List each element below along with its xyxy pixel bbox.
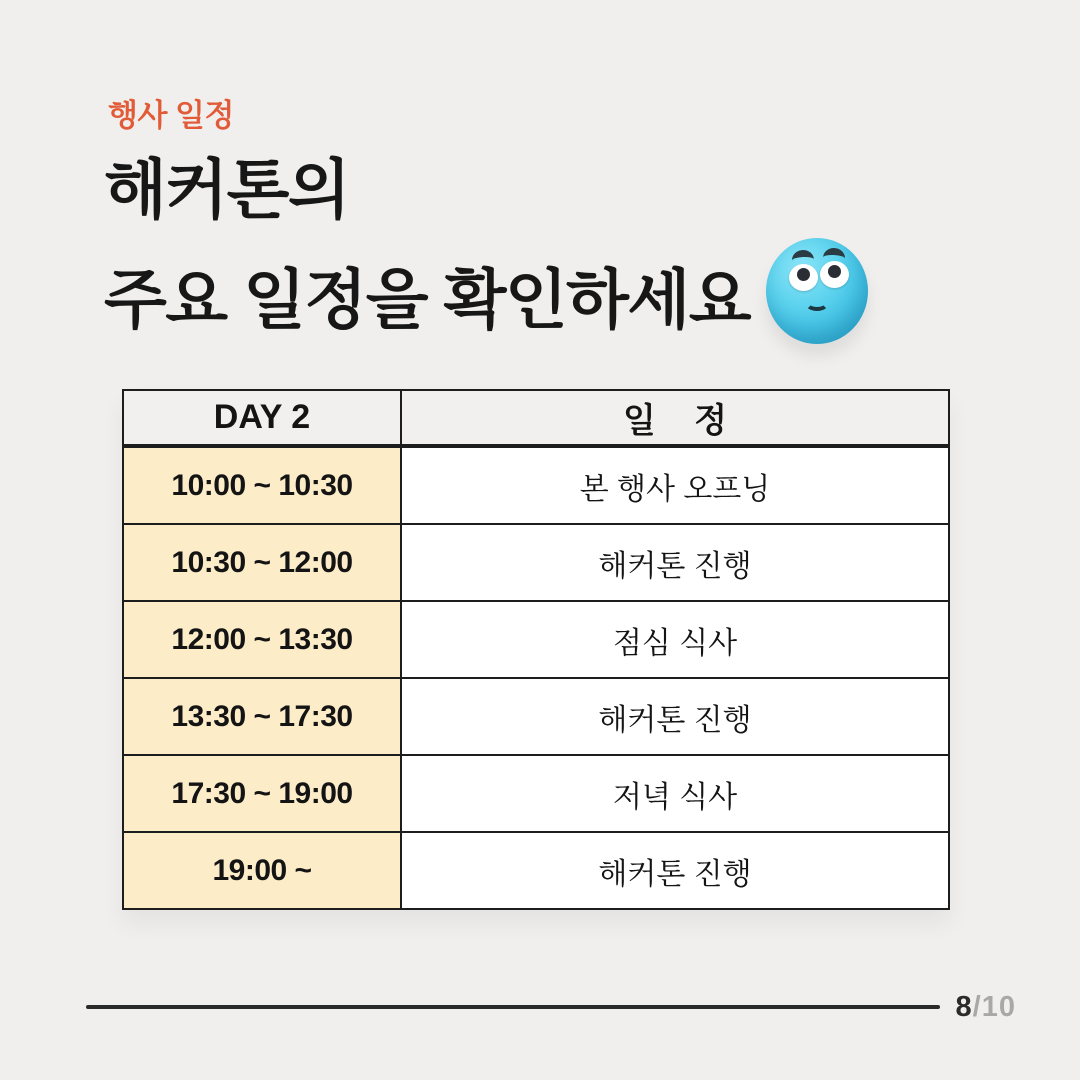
page-number	[956, 991, 1016, 1024]
time-cell: 17:30 ~ 19:00	[123, 755, 401, 832]
page-number-total: 10	[981, 990, 1016, 1023]
table-row	[123, 446, 949, 524]
column-header-schedule: 일 정	[401, 390, 949, 446]
event-cell: 해커톤 진행	[401, 832, 949, 909]
emoji-face	[766, 238, 868, 344]
event-cell: 해커톤 진행	[401, 524, 949, 601]
blue-face-looking-up-emoji	[766, 238, 868, 344]
event-cell: 점심 식사	[401, 601, 949, 678]
table-row	[123, 601, 949, 678]
table-row	[123, 832, 949, 909]
table-row	[123, 678, 949, 755]
time-cell: 13:30 ~ 17:30	[123, 678, 401, 755]
emoji-pupil-left	[797, 268, 810, 281]
section-label: 행사 일정	[108, 98, 234, 133]
event-cell: 해커톤 진행	[401, 678, 949, 755]
title-line-1: 해커톤의	[104, 153, 350, 226]
table-row	[123, 524, 949, 601]
column-header-day2: DAY 2	[123, 390, 401, 446]
table-row	[123, 755, 949, 832]
title-line-2: 주요 일정을 확인하세요	[104, 263, 751, 336]
table-header-row	[123, 390, 949, 446]
event-cell: 저녁 식사	[401, 755, 949, 832]
page-number-separator: /	[972, 990, 982, 1023]
time-cell: 12:00 ~ 13:30	[123, 601, 401, 678]
schedule-table	[122, 389, 950, 910]
page-title	[104, 142, 868, 348]
emoji-eye-right	[820, 261, 849, 288]
event-cell: 본 행사 오프닝	[401, 446, 949, 524]
emoji-eye-left	[789, 264, 818, 291]
emoji-mouth	[805, 295, 829, 311]
time-cell: 10:30 ~ 12:00	[123, 524, 401, 601]
time-cell: 10:00 ~ 10:30	[123, 446, 401, 524]
footer-divider	[86, 1005, 940, 1009]
footer	[86, 990, 1016, 1024]
emoji-pupil-right	[828, 265, 841, 278]
time-cell: 19:00 ~	[123, 832, 401, 909]
page-number-current: 8	[955, 990, 973, 1023]
